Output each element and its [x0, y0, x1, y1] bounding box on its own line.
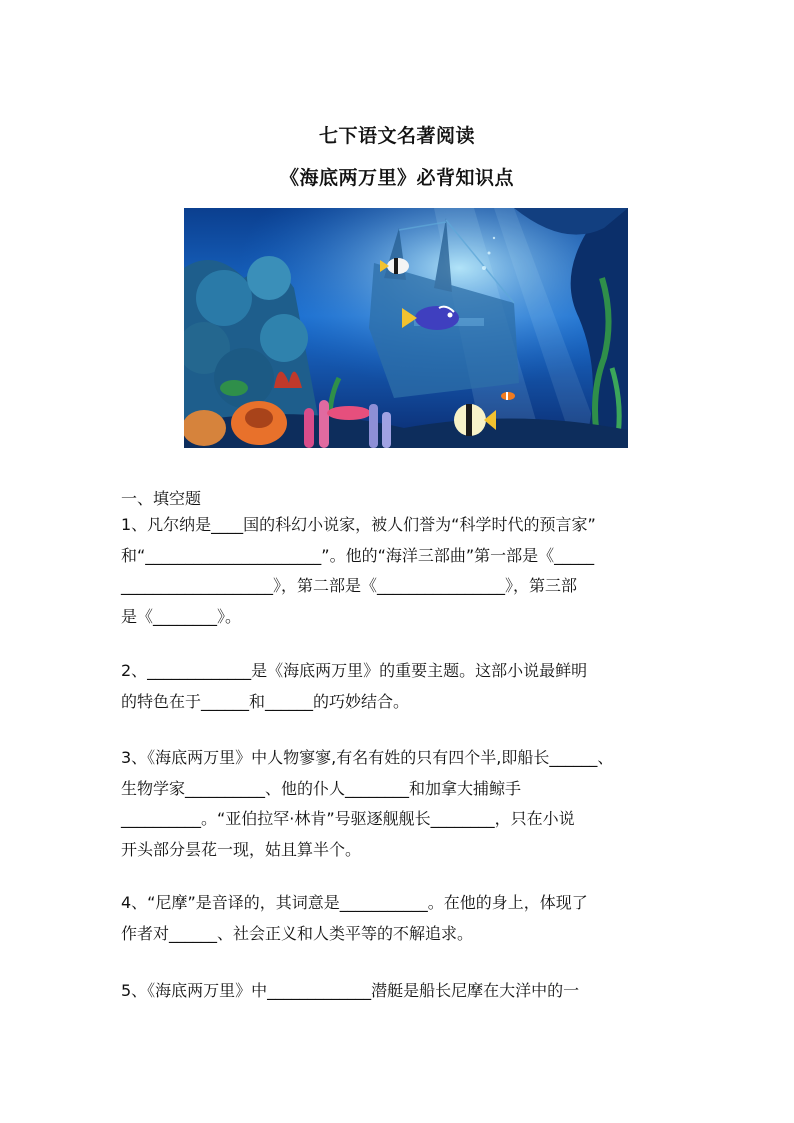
question-2 — [121, 656, 681, 717]
question-line: 4、“尼摩”是音译的，其词意是___________。在他的身上，体现了 — [121, 893, 588, 912]
question-line: 生物学家__________、他的仆人________和加拿大捕鲸手 — [121, 778, 522, 798]
question-line: 3、《海底两万里》中人物寥寥,有名有姓的只有四个半,即船长______、 — [121, 748, 614, 767]
section-heading-fill-in-blanks: 一、填空题 — [121, 489, 202, 508]
document-subtitle: 《海底两万里》必背知识点 — [279, 167, 514, 189]
clownfish-small — [501, 392, 515, 400]
question-3 — [121, 743, 681, 865]
question-line: ___________________》，第二部是《________________》，第三部 — [121, 576, 578, 595]
question-line: 1、凡尔纳是____国的科幻小说家，被人们誉为“科学时代的预言家” — [121, 515, 596, 534]
question-line: 是《________》。 — [121, 606, 242, 626]
question-line: 开头部分昙花一现，姑且算半个。 — [121, 839, 362, 859]
question-line: __________。“亚伯拉罕·林肯”号驱逐舰舰长________，只在小说 — [121, 809, 575, 828]
question-line: 作者对______、社会正义和人类平等的不解追求。 — [121, 923, 474, 943]
question-line: 5、《海底两万里》中_____________潜艇是船长尼摩在大洋中的一 — [121, 981, 580, 1000]
question-1 — [121, 510, 681, 632]
question-4 — [121, 888, 681, 949]
question-line: 和“______________________”。他的“海洋三部曲”第一部是《_____ — [121, 545, 595, 565]
document-title: 七下语文名著阅读 — [318, 125, 475, 147]
question-5 — [121, 976, 681, 1007]
question-line: 的特色在于______和______的巧妙结合。 — [121, 691, 410, 711]
question-line: 2、_____________是《海底两万里》的重要主题。这部小说最鲜明 — [121, 661, 588, 680]
underwater-illustration — [184, 208, 628, 448]
